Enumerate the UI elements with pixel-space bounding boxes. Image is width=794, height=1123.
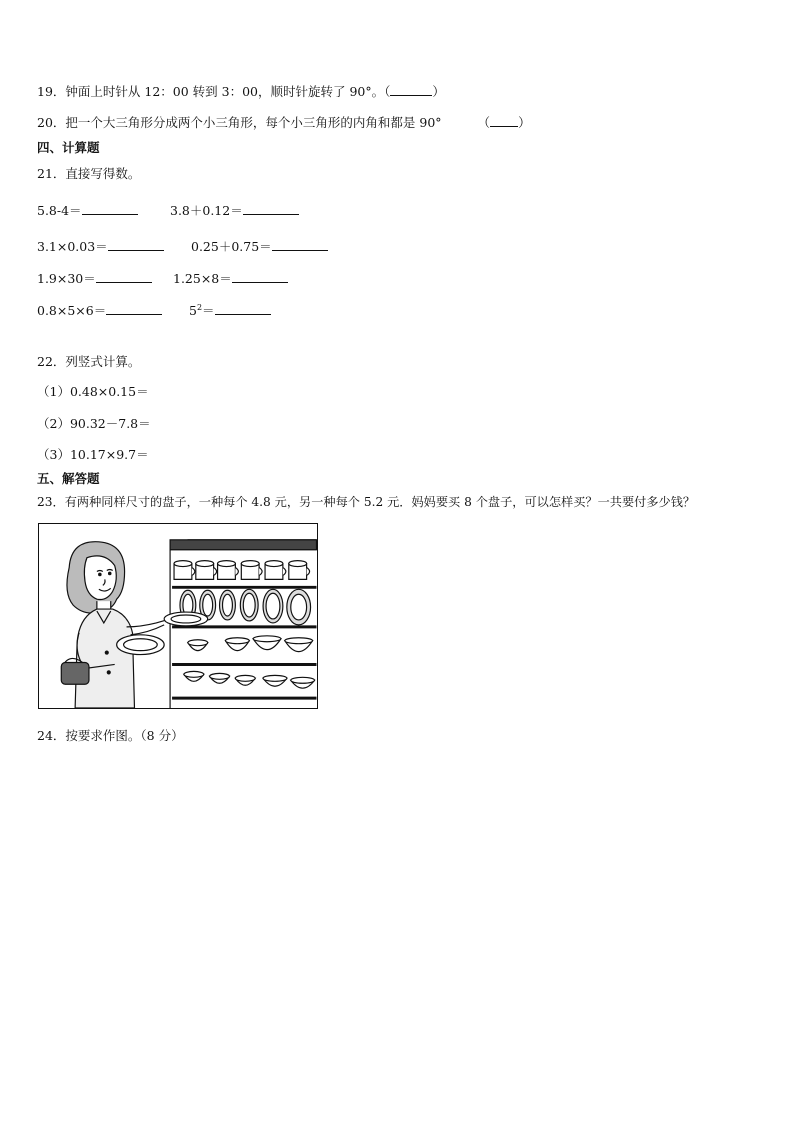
question-19-close-paren: ） <box>432 84 445 99</box>
calc-blank-1[interactable] <box>82 202 138 215</box>
calc-item-8-exponent: 2 <box>196 302 203 312</box>
calc-item-7 <box>37 302 162 319</box>
shopping-plates-illustration <box>38 523 318 709</box>
vertical-calc-2: （2）90.32－7.8＝ <box>37 416 151 431</box>
vertical-calc-3: （3）10.17×9.7＝ <box>37 447 149 462</box>
calc-blank-5[interactable] <box>96 270 152 283</box>
calc-item-7-expr: 0.8×5×6＝ <box>37 303 107 318</box>
section-heading-5: 五、解答题 <box>37 471 100 486</box>
calc-item-8 <box>189 302 271 319</box>
calc-blank-3[interactable] <box>108 238 164 251</box>
calc-item-4-expr: 0.25＋0.75＝ <box>191 239 272 254</box>
calc-item-1-expr: 5.8-4＝ <box>37 203 82 218</box>
calc-item-2 <box>170 202 299 219</box>
question-20-close-paren: ） <box>518 115 531 130</box>
question-20-open-paren: （ <box>477 115 491 130</box>
question-23: 23．有两种同样尺寸的盘子，一种每个 4.8 元，另一种每个 5.2 元．妈妈要买 8 个盘子，可以怎样买？一共要付多少钱？ <box>37 495 696 509</box>
answer-blank-19[interactable] <box>390 83 432 96</box>
calc-blank-2[interactable] <box>243 202 299 215</box>
section-heading-4: 四、计算题 <box>37 140 100 155</box>
question-24: 24．按要求作图。（8 分） <box>37 728 184 743</box>
question-22-title: 22．列竖式计算。 <box>37 354 141 369</box>
calc-item-5 <box>37 270 152 287</box>
calc-blank-7[interactable] <box>106 302 162 315</box>
question-20-text: 20．把一个大三角形分成两个小三角形，每个小三角形的内角和都是 90° <box>37 115 442 130</box>
answer-blank-20[interactable] <box>490 114 518 127</box>
calc-item-6-expr: 1.25×8＝ <box>173 271 232 286</box>
calc-item-2-expr: 3.8＋0.12＝ <box>170 203 243 218</box>
question-19 <box>37 83 445 100</box>
calc-item-8-equals: ＝ <box>202 303 215 318</box>
calc-item-3-expr: 3.1×0.03＝ <box>37 239 108 254</box>
woman-plate-shelf-drawing <box>39 524 317 708</box>
calc-blank-4[interactable] <box>272 238 328 251</box>
calc-blank-8[interactable] <box>215 302 271 315</box>
calc-item-6 <box>173 270 288 287</box>
calc-blank-6[interactable] <box>232 270 288 283</box>
question-21-title: 21．直接写得数。 <box>37 166 141 181</box>
question-20 <box>37 114 531 131</box>
calc-item-3 <box>37 238 164 255</box>
calc-item-1 <box>37 202 138 219</box>
calc-item-8-base: 5 <box>189 303 197 318</box>
calc-item-4 <box>191 238 328 255</box>
question-19-text: 19．钟面上时针从 12：00 转到 3：00，顺时针旋转了 90°。（ <box>37 84 391 99</box>
calc-item-5-expr: 1.9×30＝ <box>37 271 96 286</box>
vertical-calc-1: （1）0.48×0.15＝ <box>37 384 149 399</box>
